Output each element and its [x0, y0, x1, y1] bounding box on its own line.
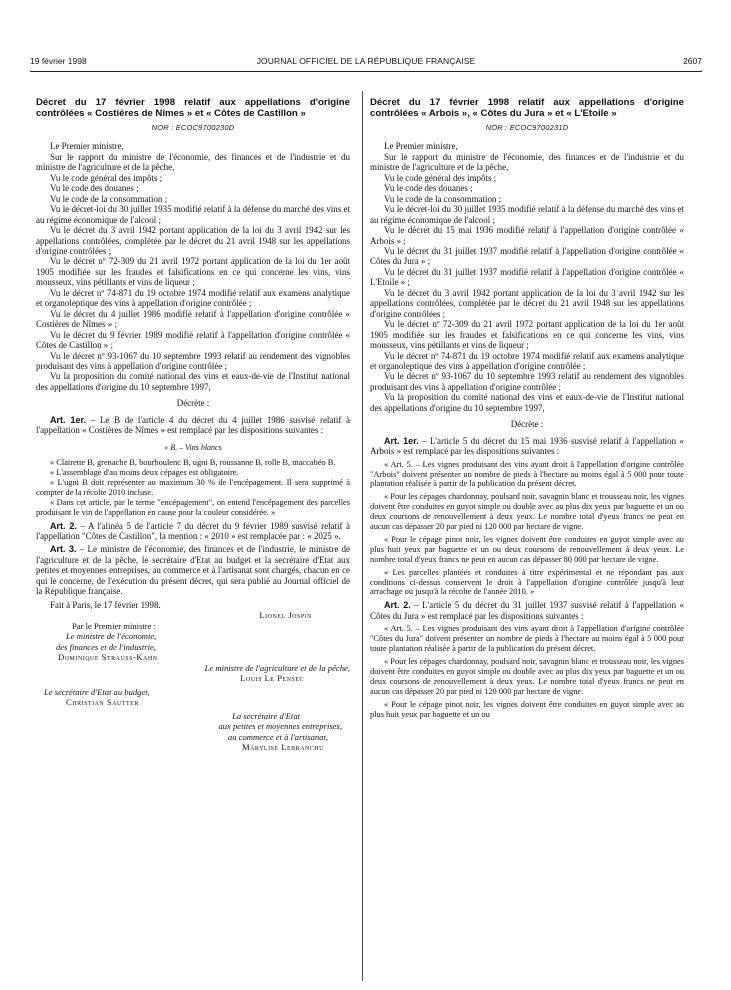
visa-line: Vu le code des douanes ; [384, 183, 473, 194]
decrete-heading: Décrète : [176, 398, 210, 409]
signature-budget-secretary: Christian Sautter [66, 697, 139, 708]
signature-agriculture-minister: Louis Le Pensec [240, 673, 304, 684]
visa-line: Vu le décret nº 72-309 du 21 avril 1972 portant application de la loi du 1er août 1905 modifiée sur les fraudes et falsifications en ce qui concerne les vins, vins mousseux, vins pétillants et vins de liqueur ; [370, 319, 684, 351]
header-date: 19 février 1998 [30, 56, 87, 66]
article-1-clause: « Pour les cépages chardonnay, poulsard noir, savagnin blanc et trousseau noir, les vignes doivent être conduites en guyot simple ou double avec au plus dix yeux par baguette et un ou deux coursons de renouvellement à deux yeux. Le nombre total d'yeux francs ne peut en aucun cas dépasser 20 par pied ni 120 000 par hectare de vigne. [370, 492, 684, 532]
visa-line: Vu la proposition du comité national des vins et eaux-de-vie de l'Institut national des appellations d'origine du 10 septembre 1997, [36, 371, 350, 392]
article-2-clause: « Art. 5. – Les vignes produisant des vins ayant droit à l'appellation d'origine contrôlée "Côtes du Jura" doivent présenter un nombre de pieds à l'hectare au moins égal à 5 000 pour toute plantation réalisée à partir de la publication du présent décret. [370, 624, 684, 654]
column-divider [362, 91, 363, 981]
nor-reference: NOR : ECOC9700231D [485, 123, 569, 132]
visa-line: Vu le décret-loi du 30 juillet 1935 modifié relatif à la défense du marché des vins et au régime économique de l'alcool ; [36, 204, 350, 225]
visa-line: Vu le code de la consommation ; [384, 193, 502, 204]
visa-line: Vu le code des douanes ; [50, 183, 139, 194]
article-1-clause: « Pour le cépage pinot noir, les vignes doivent être conduites en guyot simple avec au plus huit yeux par baguette et un ou deux coursons de renouvellement à deux yeux. Le nombre total d'yeux francs ne peut en aucun cas dépasser 80 000 par hectare de vigne. [370, 534, 684, 564]
secretary-budget-title: Le secrétaire d'Etat au budget, [44, 686, 150, 697]
preamble-line: Sur le rapport du ministre de l'économie, des finances et de l'industrie et du ministre de l'agriculture et de la pêche, [370, 151, 684, 173]
minister-economy-title: des finances et de l'industrie, [56, 641, 156, 652]
minister-economy-title: Le ministre de l'économie, [66, 631, 157, 642]
article-2: Art. 2. – L'article 5 du décret du 31 juillet 1937 susvisé relatif à l'appellation « Côtes du Jura » est remplacé par les dispositions suivantes : [370, 600, 684, 621]
article-1-clause: « Dans cet article, par le terme "encépagement", on entend l'encépagement des parcelles produisant le vin de l'appellation en cause pour la couleur considérée. » [36, 497, 350, 517]
secretary-sme-title: au commerce et à l'artisanat, [227, 731, 328, 742]
preamble-line: Le Premier ministre, [384, 141, 458, 152]
signature-sme-secretary: Marylise Lebranchu [241, 742, 324, 753]
decree-costieres-castillon [36, 97, 350, 753]
header-rule [30, 71, 702, 72]
article-2-clause: « Pour le cépage pinot noir, les vignes doivent être conduites en guyot simple avec au plus huit yeux par baguette et un ou [370, 699, 684, 719]
visa-line: Vu le décret nº 74-871 du 19 octobre 1974 modifié relatif aux examens analytique et organoleptique des vins à appellation d'origine contrôlée ; [36, 287, 350, 309]
visa-line: Vu le code général des impôts ; [384, 172, 497, 183]
article-1: Art. 1er. – Le B de l'article 4 du décret du 4 juillet 1986 susvisé relatif à l'appellation « Costières de Nîmes » est remplacé par les dispositions suivantes : [36, 414, 350, 436]
visa-line: Vu le décret nº 74-871 du 19 octobre 1974 modifié relatif aux examens analytique et organoleptique des vins à appellation d'origine contrôlée ; [370, 350, 684, 371]
visa-line: Vu le décret nº 93-1067 du 10 septembre 1993 relatif au rendement des vignobles produisant des vins à appellation d'origine contrôlée ; [36, 350, 350, 371]
article-1: Art. 1er. – L'article 5 du décret du 15 mai 1936 susvisé relatif à l'appellation « Arbois » est remplacé par les dispositions suivantes : [370, 435, 684, 457]
decree-title: Décret du 17 février 1998 relatif aux appellations d'origine contrôlées « Costières de Nîmes » et « Côtes de Castillon » [36, 97, 350, 119]
article-1-clause: « Les parcelles plantées et conduites à titre expérimental et ne répondant pas aux conditions ci-dessus conservent le droit à l'appellation d'origine contrôlée jusqu'à leur arrachage ou jusqu'à la récolte de l'année 2010. » [370, 567, 684, 597]
decree-arbois-jura-etoile [370, 97, 684, 719]
article-1-clause: « L'ugni B doit représenter au maximum 30 % de l'encépagement. Il sera supprimé à compter de la récolte 2010 incluse. [36, 477, 350, 497]
decree-title: Décret du 17 février 1998 relatif aux appellations d'origine contrôlées « Arbois », « Côtes du Jura » et « L'Etoile » [370, 97, 684, 119]
decrete-heading: Décrète : [510, 419, 544, 430]
preamble-line: Le Premier ministre, [50, 141, 124, 152]
journal-title: JOURNAL OFFICIEL DE LA RÉPUBLIQUE FRANÇAISE [256, 56, 476, 66]
visa-line: Vu le code général des impôts ; [50, 172, 163, 183]
secretary-sme-title: aux petites et moyennes entreprises, [218, 721, 342, 732]
visa-line: Vu le décret nº 93-1067 du 10 septembre 1993 relatif au rendement des vignobles produisant des vins à appellation d'origine contrôlée ; [370, 371, 684, 392]
minister-agriculture-title: Le ministre de l'agriculture et de la pêche, [204, 662, 350, 673]
article-2: Art. 2. – A l'alinéa 5 de l'article 7 du décret du 9 février 1989 susvisé relatif à l'appellation "Côtes de Castillon", la mention : « 2010 » est remplacée par : « 2025 ». [36, 520, 350, 542]
visa-line: Vu la proposition du comité national des vins et eaux-de-vie de l'Institut national des appellations d'origine du 10 septembre 1997, [370, 392, 684, 413]
visa-line: Vu le décret du 31 juillet 1937 modifié relatif à l'appellation d'origine contrôlée « Côtes du Jura » ; [370, 245, 684, 267]
visa-line: Vu le code de la consommation ; [50, 193, 168, 204]
visa-line: Vu le décret du 31 juillet 1937 modifié relatif à l'appellation d'origine contrôlée « L'Etoile » ; [370, 266, 684, 288]
signatures [36, 610, 350, 753]
page-header [30, 56, 702, 70]
visa-line: Vu le décret du 9 février 1989 modifié relatif à l'appellation d'origine contrôlée « Côtes de Castillon » ; [36, 329, 350, 351]
visa-line: Vu le décret-loi du 30 juillet 1935 modifié relatif à la défense du marché des vins et au régime économique de l'alcool ; [370, 204, 684, 225]
signature-intro: Par le Premier ministre : [72, 620, 157, 631]
nor-reference: NOR : ECOC9700230D [151, 123, 235, 132]
preamble-line: Sur le rapport du ministre de l'économie, des finances et de l'industrie et du ministre de l'agriculture et de la pêche, [36, 151, 350, 173]
article-3: Art. 3. – Le ministre de l'économie, des finances et de l'industrie, le ministre de l'agriculture et de la pêche, le secrétaire d'Etat au budget et la secrétaire d'Etat aux petites et moyennes entreprises, au commerce et à l'artisanat sont chargés, chacun en ce qui le concerne, de l'exécution du présent décret, qui sera publié au Journal officiel de la République française. [36, 544, 350, 597]
article-1-clause: « L'assemblage d'au moins deux cépages est obligatoire. [50, 468, 239, 478]
visa-line: Vu le décret nº 72-309 du 21 avril 1972 portant application de la loi du 1er août 1905 modifiée sur les fraudes et falsifications en ce qui concerne les vins, vins mousseux, vins pétillants et vins de liqueur ; [36, 256, 350, 288]
place-date: Fait à Paris, le 17 février 1998. [50, 599, 161, 610]
article-2-clause: « Pour les cépages chardonnay, poulsard noir, savagnin blanc et trousseau noir, les vignes doivent être conduites en guyot simple ou double avec au plus dix yeux par baguette et un ou deux coursons de renouvellement à deux yeux. Le nombre total d'yeux francs ne peut en aucun cas dépasser 20 par pied ni 120 000 par hectare de vigne. [370, 657, 684, 696]
article-1-clause: « Clairette B, grenache B, bourboulenc B, ugni B, roussanne B, rolle B, maccabéo B. [50, 458, 336, 468]
signature-economy-minister: Dominique Strauss-Kahn [58, 652, 158, 663]
signature-prime-minister: Lionel Jospin [259, 610, 312, 621]
article-1-clause: « Art. 5. – Les vignes produisant des vins ayant droit à l'appellation d'origine contrôlée "Arbois" doivent présenter un nombre de pieds à l'hectare au moins égal à 5 000 pour toute plantation réalisée à partir de la publication du présent décret. [370, 459, 684, 489]
page-number: 2607 [683, 56, 702, 66]
visa-line: Vu le décret du 3 avril 1942 portant application de la loi du 3 avril 1942 sur les appellations contrôlées, complétée par le décret du 21 avril 1948 sur les appellations d'origine contrôlées ; [36, 225, 350, 256]
visa-line: Vu le décret du 3 avril 1942 portant application de la loi du 3 avril 1942 sur les appellations contrôlées, complétée par le décret du 21 avril 1948 sur les appellations d'origine contrôlées ; [370, 287, 684, 319]
visa-line: Vu le décret du 15 mai 1936 modifié relatif à l'appellation d'origine contrôlée « Arbois » ; [370, 225, 684, 246]
secretary-sme-title: La secrétaire d'Etat [232, 710, 300, 721]
section-b-heading: « B. – Vins blancs [164, 442, 222, 452]
visa-line: Vu le décret du 4 juillet 1986 modifié relatif à l'appellation d'origine contrôlée « Costières de Nîmes » ; [36, 308, 350, 330]
